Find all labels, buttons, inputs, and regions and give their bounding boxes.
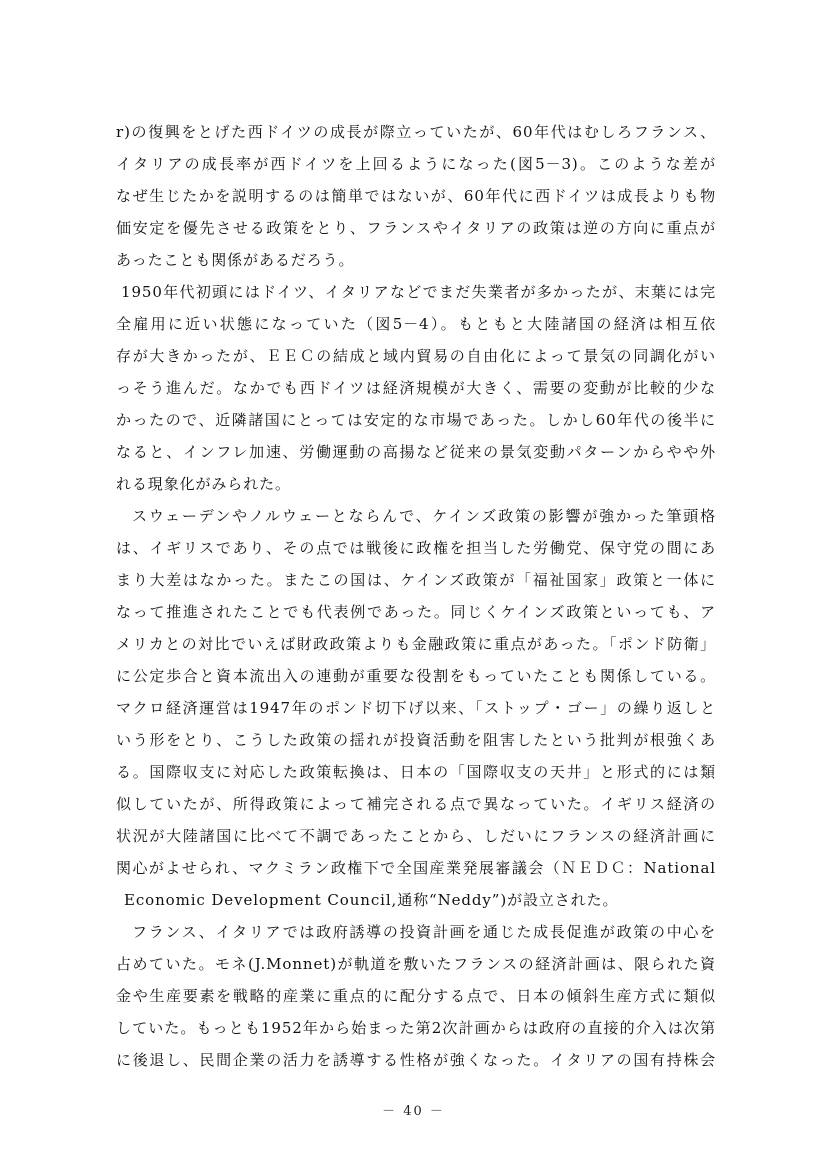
- text-line: は、イギリスであり、その点では戦後に政権を担当した労働党、保守党の間にあ: [116, 539, 716, 557]
- text-line: あったことも関係があるだろう。: [116, 251, 355, 269]
- text-line: 似していたが、所得政策によって補完される点で異なっていた。イギリス経済の: [116, 795, 716, 813]
- text-line: に後退し、民間企業の活力を誘導する性格が強くなった。イタリアの国有持株会: [116, 1051, 716, 1069]
- text-line: 金や生産要素を戦略的産業に重点的に配分する点で、日本の傾斜生産方式に類似: [116, 987, 716, 1005]
- page-number: － 40 －: [382, 1104, 445, 1119]
- text-line: フランス、イタリアでは政府誘導の投資計画を通じた成長促進が政策の中心を: [132, 923, 716, 941]
- text-line: スウェーデンやノルウェーとならんで、ケインズ政策の影響が強かった筆頭格: [132, 507, 716, 525]
- text-line: 価安定を優先させる政策をとり、フランスやイタリアの政策は逆の方向に重点が: [116, 219, 716, 237]
- text-line: 状況が大陸諸国に比べて不調であったことから、しだいにフランスの経済計画に: [116, 827, 716, 845]
- text-line: マクロ経済運営は1947年のポンド切下げ以来、「ストップ・ゴー」の繰り返しと: [116, 699, 716, 717]
- text-line: なぜ生じたかを説明するのは簡単ではないが、60年代に西ドイツは成長よりも物: [116, 187, 716, 205]
- text-line: っそう進んだ。なかでも西ドイツは経済規模が大きく、需要の変動が比較的少な: [116, 379, 716, 397]
- text-line: いう形をとり、こうした政策の揺れが投資活動を阻害したという批判が根強くあ: [116, 731, 716, 749]
- text-line: r)の復興をとげた西ドイツの成長が際立っていたが、60年代はむしろフランス、: [116, 123, 716, 141]
- text-line: なると、インフレ加速、労働運動の高揚など従来の景気変動パターンからやや外: [116, 443, 716, 461]
- text-line: 存が大きかったが、ＥＥＣの結成と域内貿易の自由化によって景気の同調化がい: [116, 347, 716, 365]
- text-line: Economic Development Council,通称“Neddy”)が設立された。: [124, 891, 619, 909]
- text-line: 全雇用に近い状態になっていた（図5－4）。もともと大陸諸国の経済は相互依: [116, 315, 716, 333]
- text-line: る。国際収支に対応した政策転換は、日本の「国際収支の天井」と形式的には類: [116, 763, 716, 781]
- body-text: [116, 116, 716, 1076]
- text-line: に公定歩合と資本流出入の連動が重要な役割をもっていたことも関係している。: [116, 667, 716, 685]
- text-line: れる現象化がみられた。: [116, 475, 291, 493]
- text-line: メリカとの対比でいえば財政政策よりも金融政策に重点があった。「ポンド防衛」: [116, 635, 716, 653]
- text-line: 1950年代初頭にはドイツ、イタリアなどでまだ失業者が多かったが、末葉には完: [121, 283, 716, 301]
- text-line: していた。もっとも1952年から始まった第2次計画からは政府の直接的介入は次第: [116, 1019, 716, 1037]
- text-line: イタリアの成長率が西ドイツを上回るようになった(図5－3)。このような差が: [116, 155, 716, 173]
- text-line: なって推進されたことでも代表例であった。同じくケインズ政策といっても、ア: [116, 603, 716, 621]
- text-line: 関心がよせられ、マクミラン政権下で全国産業発展審議会（ＮＥＤＣ：National: [116, 859, 716, 877]
- text-line: かったので、近隣諸国にとっては安定的な市場であった。しかし60年代の後半に: [116, 411, 716, 429]
- text-line: 占めていた。モネ(J.Monnet)が軌道を敷いたフランスの経済計画は、限られた資: [116, 955, 716, 973]
- text-line: まり大差はなかった。またこの国は、ケインズ政策が「福祉国家」政策と一体に: [116, 571, 716, 589]
